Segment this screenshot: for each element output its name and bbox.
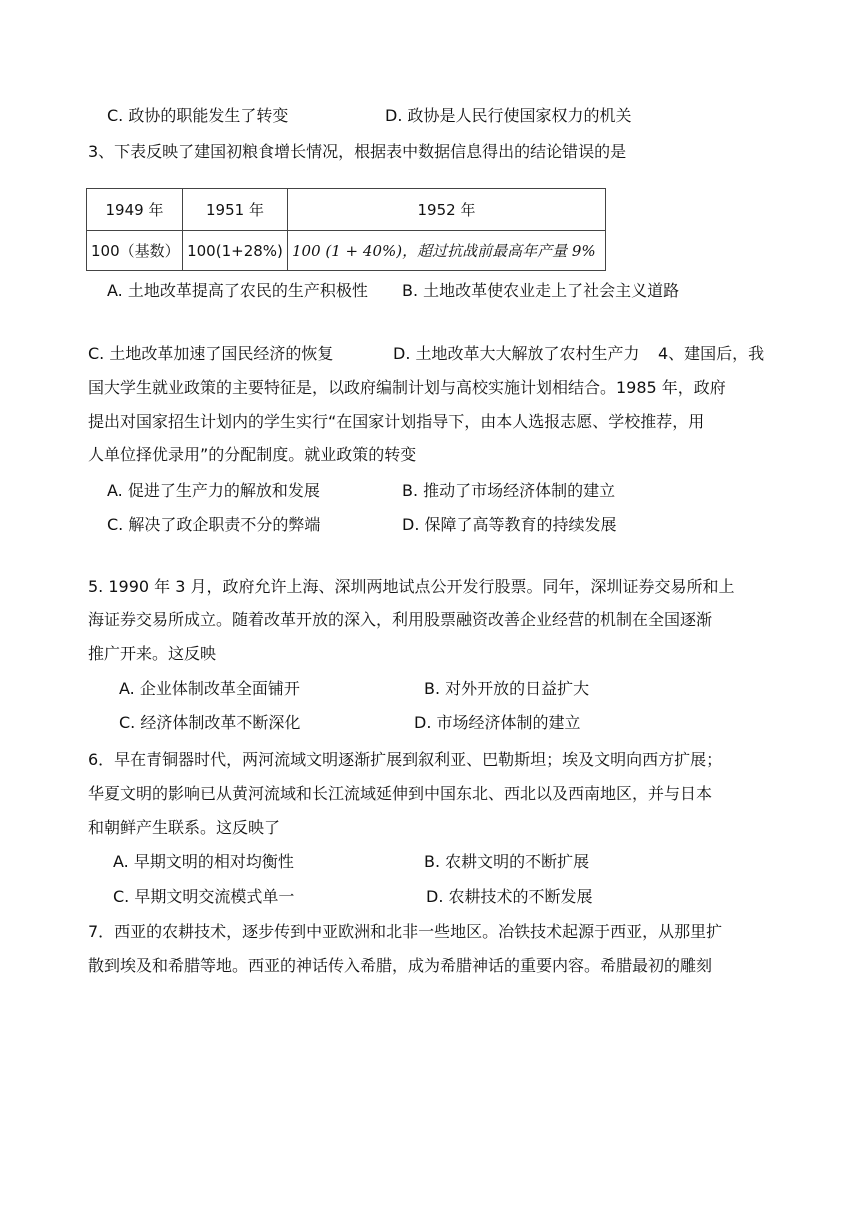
q6-option-d: D. 农耕技术的不断发展 xyxy=(426,887,593,906)
q6-option-c: C. 早期文明交流模式单一 xyxy=(113,887,295,906)
q6-option-a: A. 早期文明的相对均衡性 xyxy=(113,852,294,871)
q6-option-b: B. 农耕文明的不断扩展 xyxy=(424,852,590,871)
table-cell-1949: 100（基数） xyxy=(87,231,183,271)
q4-stem-line-1: 4、建国后，我 xyxy=(658,344,765,363)
q5-stem-line-1: 5. 1990 年 3 月，政府允许上海、深圳两地试点公开发行股票。同年，深圳证券交易所和上 xyxy=(88,577,735,596)
q2-option-c: C. 政协的职能发生了转变 xyxy=(107,106,289,125)
q2-option-d: D. 政协是人民行使国家权力的机关 xyxy=(385,106,632,125)
q4-option-d: D. 保障了高等教育的持续发展 xyxy=(402,515,617,534)
q4-option-b: B. 推动了市场经济体制的建立 xyxy=(402,481,616,500)
q5-option-d: D. 市场经济体制的建立 xyxy=(414,713,581,732)
q4-option-c: C. 解决了政企职责不分的弊端 xyxy=(107,515,321,534)
q5-stem-line-2: 海证券交易所成立。随着改革开放的深入，利用股票融资改善企业经营的机制在全国逐渐 xyxy=(88,610,713,629)
q4-option-a: A. 促进了生产力的解放和发展 xyxy=(107,481,320,500)
q6-stem-line-2: 华夏文明的影响已从黄河流域和长江流域延伸到中国东北、西北以及西南地区，并与日本 xyxy=(88,784,713,803)
q6-stem-line-3: 和朝鲜产生联系。这反映了 xyxy=(88,818,281,837)
table-cell-1951: 100(1+28%) xyxy=(183,231,288,271)
q7-stem-line-1: 7．西亚的农耕技术，逐步传到中亚欧洲和北非一些地区。冶铁技术起源于西亚，从那里扩 xyxy=(88,922,723,941)
grain-growth-table xyxy=(86,188,606,271)
q3-option-d: D. 土地改革大大解放了农村生产力 xyxy=(393,344,640,363)
q3-option-a: A. 土地改革提高了农民的生产积极性 xyxy=(107,281,368,300)
q5-option-c: C. 经济体制改革不断深化 xyxy=(119,713,301,732)
table-header-1951: 1951 年 xyxy=(183,189,288,231)
q4-stem-line-2: 国大学生就业政策的主要特征是，以政府编制计划与高校实施计划相结合。1985 年，政府 xyxy=(88,378,726,397)
q3-option-b: B. 土地改革使农业走上了社会主义道路 xyxy=(402,281,680,300)
table-header-1952: 1952 年 xyxy=(288,189,606,231)
table-cell-1952: 100 (1 + 40%)，超过抗战前最高年产量 9% xyxy=(288,231,606,271)
q7-stem-line-2: 散到埃及和希腊等地。西亚的神话传入希腊，成为希腊神话的重要内容。希腊最初的雕刻 xyxy=(88,956,713,975)
q5-stem-line-3: 推广开来。这反映 xyxy=(88,644,217,663)
table-header-1949: 1949 年 xyxy=(87,189,183,231)
q4-stem-line-3: 提出对国家招生计划内的学生实行“在国家计划指导下，由本人选报志愿、学校推荐，用 xyxy=(88,412,705,431)
q3-stem: 3、下表反映了建国初粮食增长情况，根据表中数据信息得出的结论错误的是 xyxy=(88,142,627,161)
q3-option-c: C. 土地改革加速了国民经济的恢复 xyxy=(88,344,334,363)
q4-stem-line-4: 人单位择优录用”的分配制度。就业政策的转变 xyxy=(88,445,417,464)
q5-option-b: B. 对外开放的日益扩大 xyxy=(424,679,590,698)
q5-option-a: A. 企业体制改革全面铺开 xyxy=(119,679,300,698)
q6-stem-line-1: 6．早在青铜器时代，两河流域文明逐渐扩展到叙利亚、巴勒斯坦；埃及文明向西方扩展； xyxy=(88,750,723,769)
